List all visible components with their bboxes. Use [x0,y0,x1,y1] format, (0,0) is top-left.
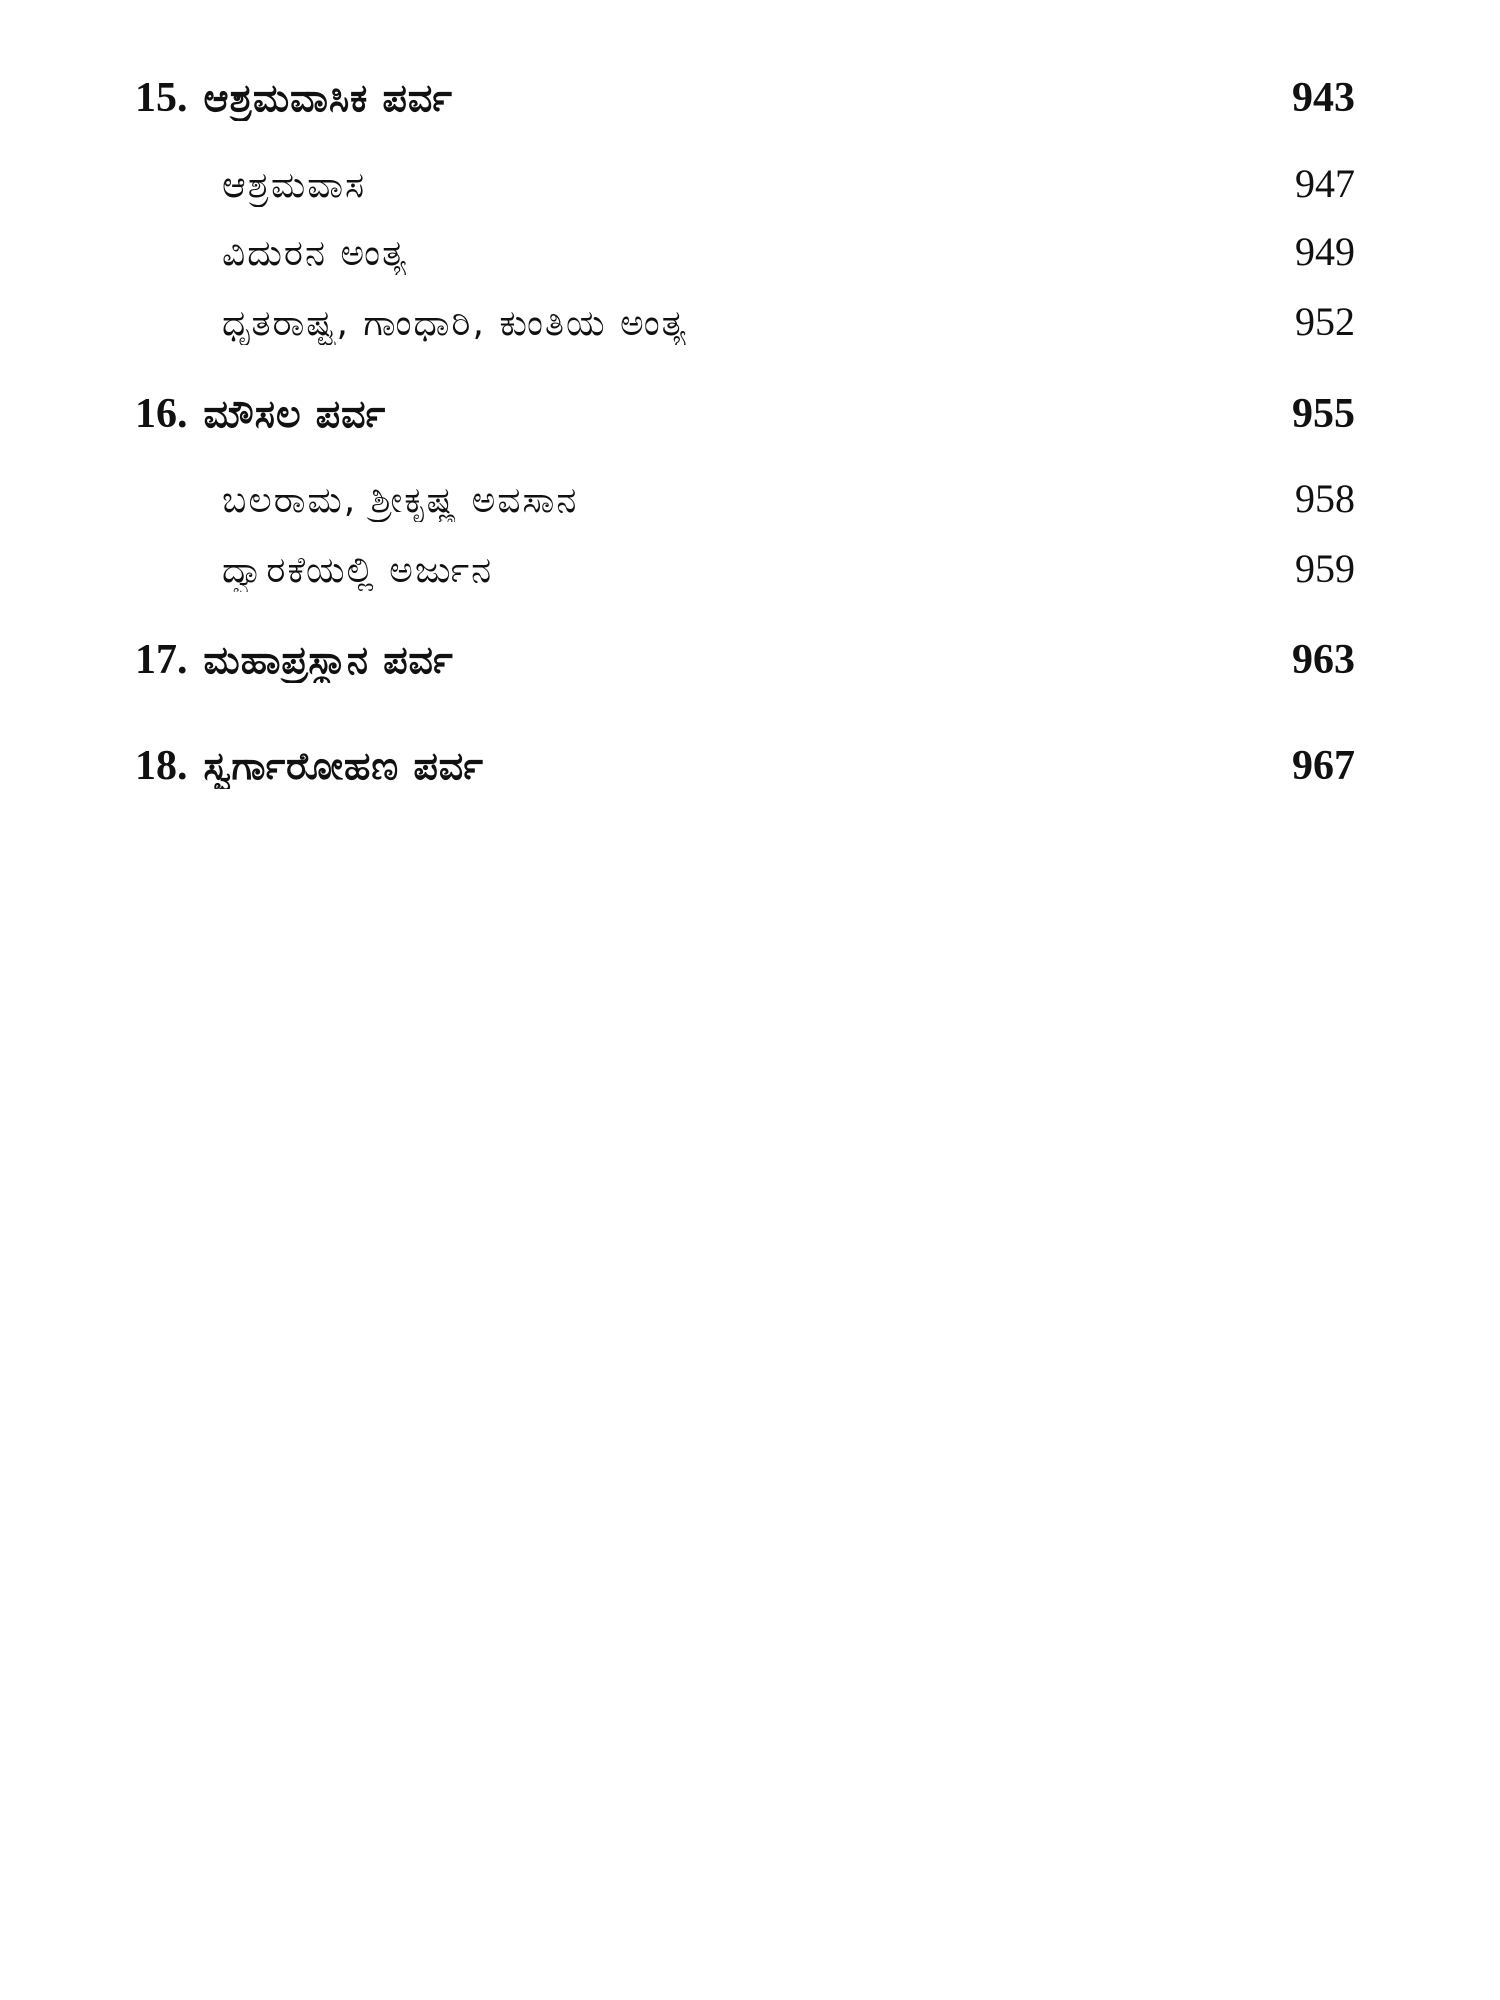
entry-page-number: 958 [1295,476,1355,521]
section-number: 18. [135,743,188,789]
entry-page-number: 949 [1295,229,1355,274]
toc-section-15 [135,74,1355,122]
section-title: ಆಶ್ರಮವಾಸಿಕ ಪರ್ವ [203,76,453,120]
toc-section-18 [135,742,1355,790]
toc-entry [222,160,1355,207]
section-title: ಮೌಸಲ ಪರ್ವ [203,392,387,436]
toc-entry [222,298,1355,345]
section-number: 15. [135,75,188,121]
section-title: ಮಹಾಪ್ರಸ್ಥಾನ ಪರ್ವ [203,638,454,682]
toc-entry [222,545,1355,592]
section-number: 16. [135,391,188,437]
entry-page-number: 959 [1295,546,1355,591]
section-page-number: 967 [1292,743,1355,789]
section-title: ಸ್ವರ್ಗಾರೋಹಣ ಪರ್ವ [203,744,484,788]
toc-entry [222,475,1355,522]
toc-section-17 [135,636,1355,684]
entry-title: ದ್ವಾರಕೆಯಲ್ಲಿ ಅರ್ಜುನ [222,550,494,591]
entry-title: ವಿದುರನ ಅಂತ್ಯ [222,233,409,274]
entry-page-number: 952 [1295,299,1355,344]
toc-section-16 [135,390,1355,438]
entry-title: ಆಶ್ರಮವಾಸ [222,165,367,206]
section-page-number: 955 [1292,391,1355,437]
entry-title: ಬಲರಾಮ, ಶ್ರೀಕೃಷ್ಣ ಅವಸಾನ [222,480,579,521]
entry-title: ಧೃತರಾಷ್ಟ್ರ, ಗಾಂಧಾರಿ, ಕುಂತಿಯ ಅಂತ್ಯ [222,303,688,344]
section-page-number: 963 [1292,637,1355,683]
section-number: 17. [135,637,188,683]
toc-entry [222,228,1355,275]
entry-page-number: 947 [1295,161,1355,206]
section-page-number: 943 [1292,75,1355,121]
